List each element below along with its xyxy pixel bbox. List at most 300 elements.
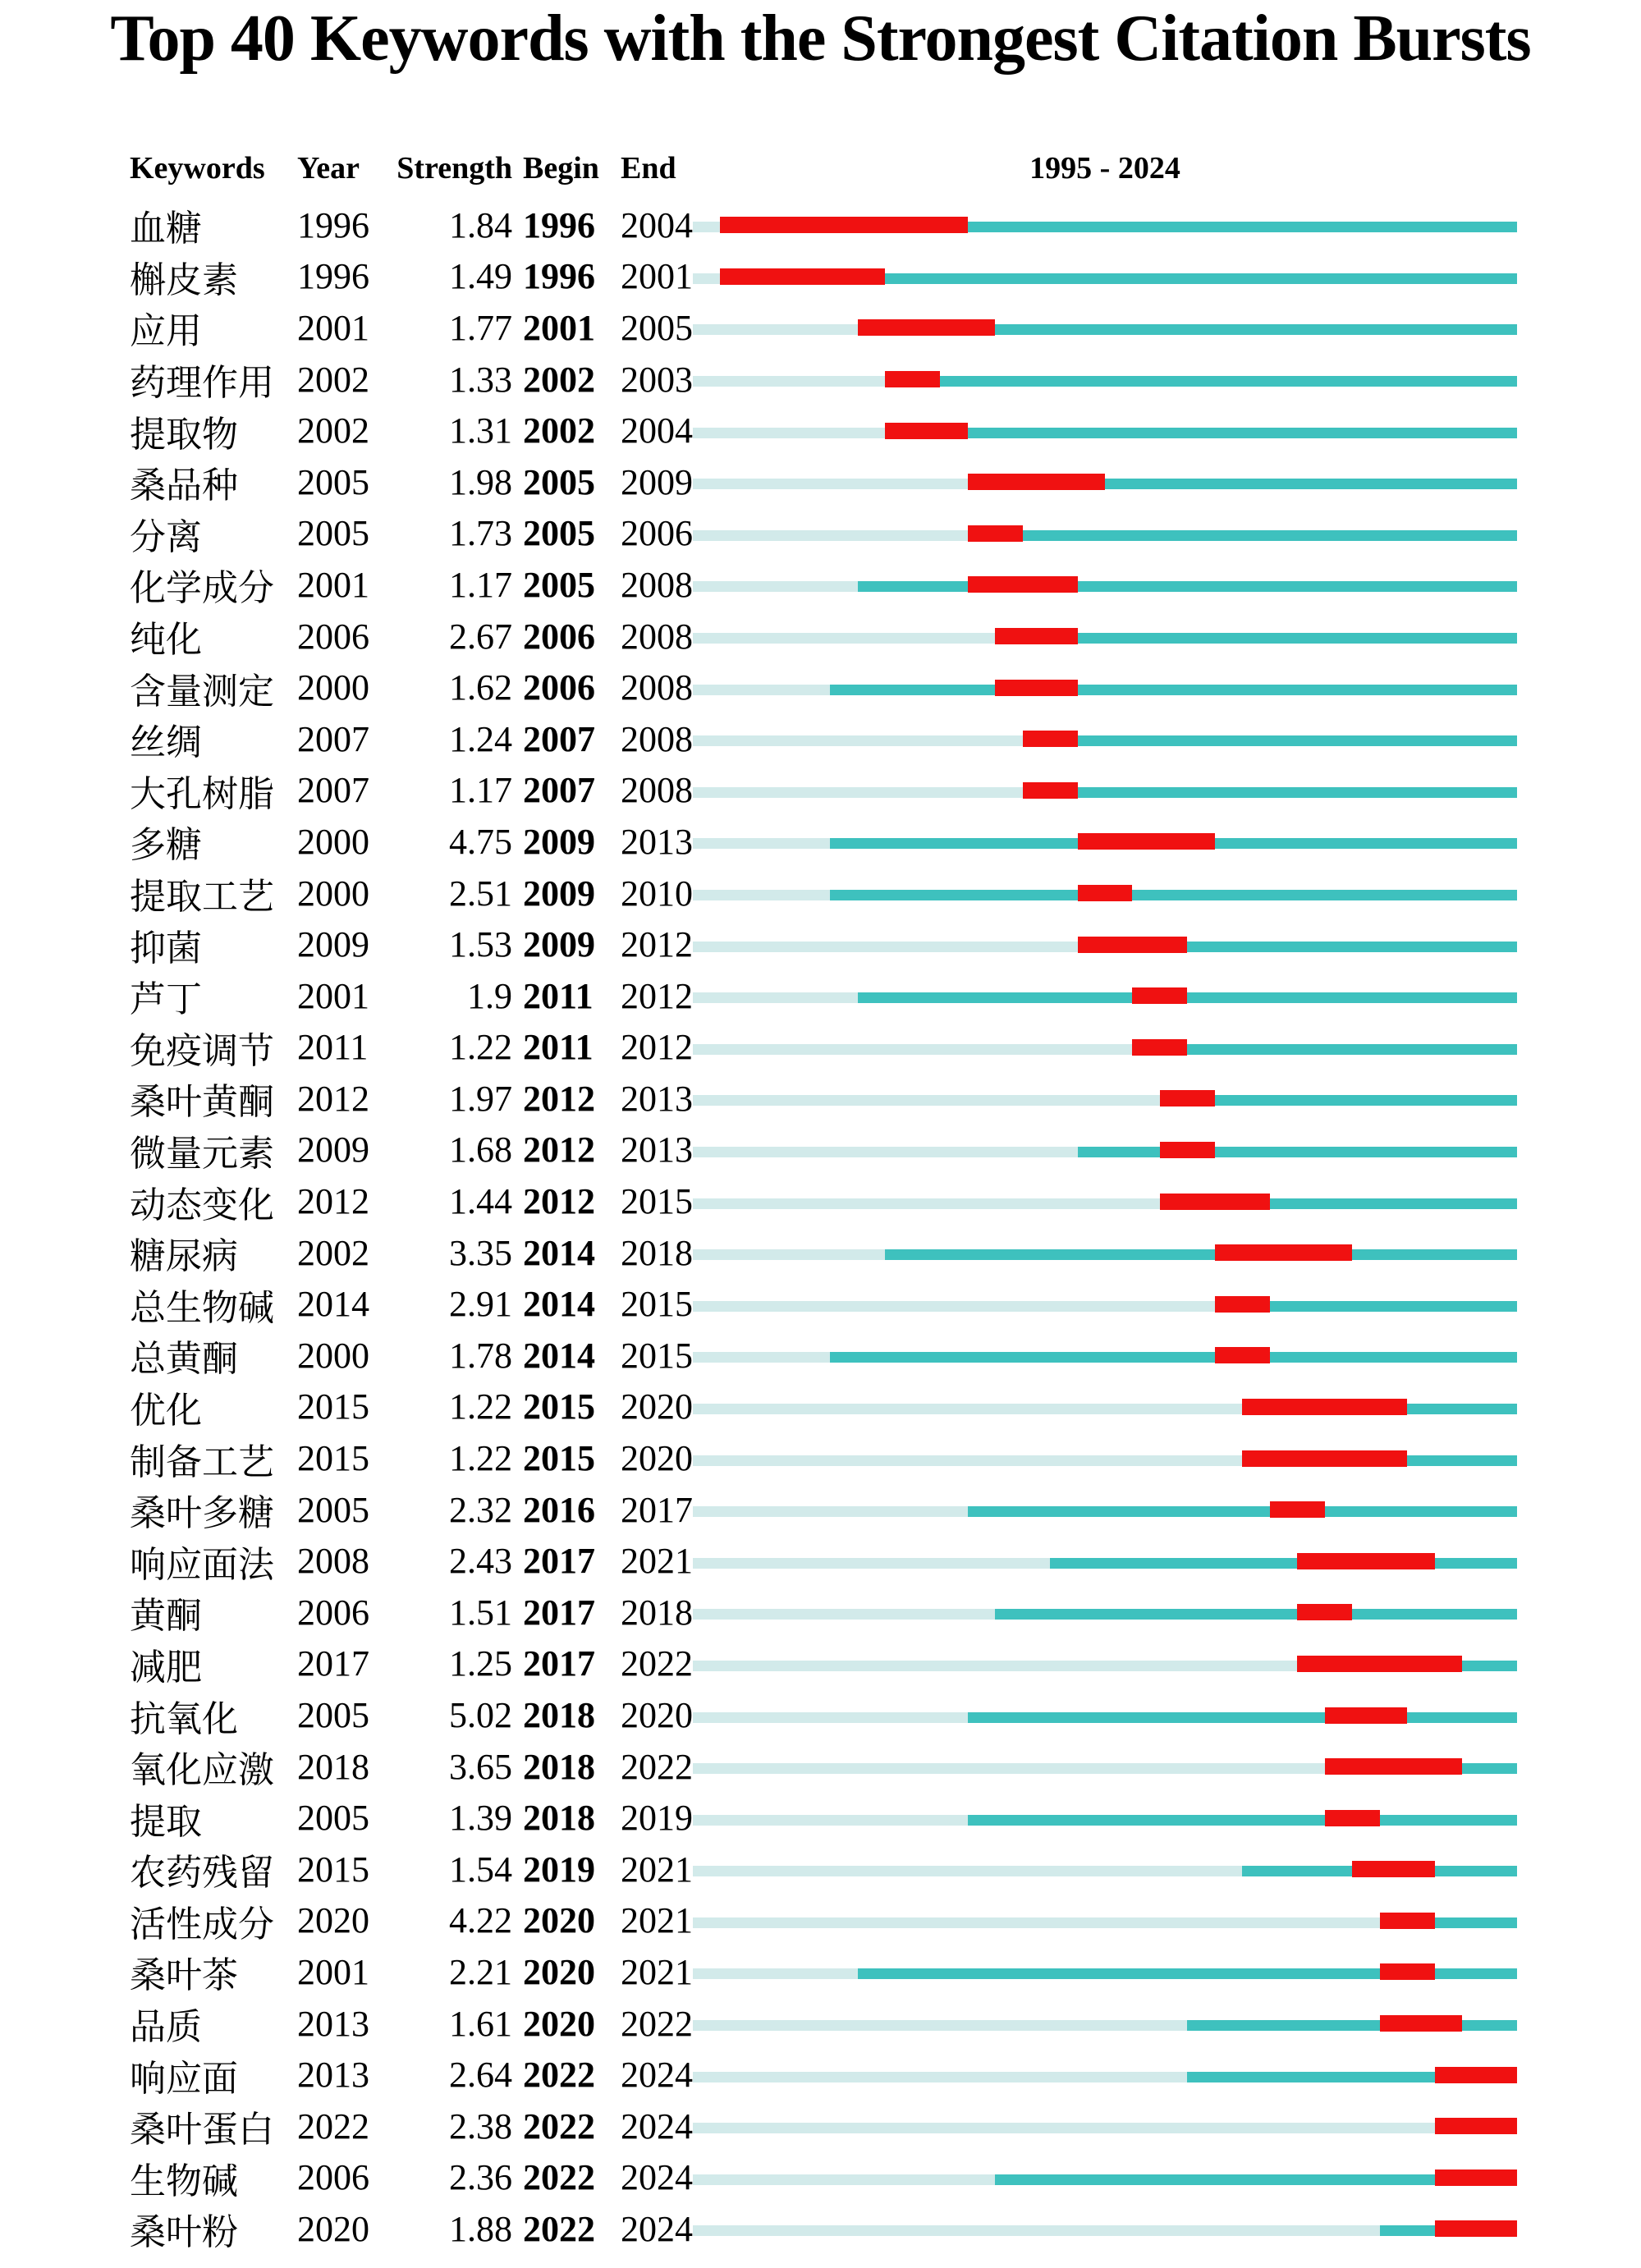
end-value: 2010: [621, 873, 693, 914]
keyword-label: 氧化应激: [130, 1750, 274, 1791]
strength-value: 1.62: [449, 667, 512, 708]
year-value: 2007: [297, 770, 369, 811]
table-row: [0, 508, 1641, 560]
keyword-label: 总黄酮: [130, 1339, 238, 1380]
timeline-burst-segment: [1078, 833, 1215, 850]
begin-value: 2006: [523, 667, 595, 708]
year-value: 2009: [297, 924, 369, 965]
begin-value: 2020: [523, 1900, 595, 1941]
end-value: 2008: [621, 718, 693, 759]
keyword-label: 血糖: [130, 208, 202, 250]
year-value: 2009: [297, 1129, 369, 1171]
strength-value: 1.98: [449, 461, 512, 502]
table-row: [0, 1946, 1641, 1998]
strength-value: 1.22: [449, 1027, 512, 1068]
strength-value: 2.91: [449, 1284, 512, 1325]
table-row: [0, 1998, 1641, 2050]
keyword-label: 化学成分: [130, 568, 274, 609]
keyword-label: 应用: [130, 311, 202, 352]
timeline-burst-segment: [1215, 1296, 1270, 1313]
rows-container: [0, 199, 1641, 2255]
keyword-label: 丝绸: [130, 722, 202, 763]
keyword-label: 提取物: [130, 414, 238, 455]
keyword-label: 品质: [130, 2007, 202, 2048]
timeline-burst-segment: [720, 217, 967, 233]
table-row: [0, 970, 1641, 1022]
strength-value: 1.77: [449, 307, 512, 348]
end-value: 2021: [621, 1541, 693, 1582]
end-value: 2012: [621, 1027, 693, 1068]
timeline-burst-segment: [1023, 782, 1078, 799]
strength-value: 1.53: [449, 924, 512, 965]
timeline-burst-segment: [1132, 1039, 1187, 1056]
timeline-burst-segment: [1242, 1450, 1407, 1467]
keyword-label: 提取工艺: [130, 877, 274, 918]
strength-value: 3.65: [449, 1746, 512, 1787]
table-row: [0, 251, 1641, 303]
begin-value: 2022: [523, 2105, 595, 2147]
strength-value: 1.51: [449, 1592, 512, 1633]
year-value: 2001: [297, 307, 369, 348]
begin-value: 1996: [523, 204, 595, 245]
end-value: 2004: [621, 204, 693, 245]
table-row: [0, 2152, 1641, 2204]
table-row: [0, 2203, 1641, 2255]
strength-value: 1.22: [449, 1386, 512, 1427]
timeline-burst-segment: [995, 628, 1077, 644]
end-value: 2018: [621, 1232, 693, 1273]
begin-value: 2009: [523, 924, 595, 965]
keyword-label: 动态变化: [130, 1184, 274, 1226]
table-row: [0, 2101, 1641, 2152]
begin-value: 2002: [523, 359, 595, 400]
strength-value: 2.64: [449, 2055, 512, 2096]
table-row: [0, 1432, 1641, 1484]
keyword-label: 黄酮: [130, 1596, 202, 1637]
keyword-label: 芦丁: [130, 979, 202, 1020]
end-value: 2013: [621, 821, 693, 862]
timeline-burst-segment: [1078, 937, 1188, 953]
timeline-active-segment: [1050, 1558, 1517, 1569]
year-value: 2006: [297, 1592, 369, 1633]
timeline-burst-segment: [885, 423, 967, 439]
timeline-burst-segment: [1297, 1604, 1352, 1620]
timeline-burst-segment: [1435, 2169, 1517, 2186]
end-value: 2015: [621, 1284, 693, 1325]
begin-value: 2005: [523, 461, 595, 502]
table-row: [0, 1278, 1641, 1330]
year-value: 2022: [297, 2105, 369, 2147]
end-value: 2012: [621, 924, 693, 965]
year-value: 2005: [297, 461, 369, 502]
keyword-label: 总生物碱: [130, 1287, 274, 1328]
year-value: 2000: [297, 667, 369, 708]
table-row: [0, 2049, 1641, 2101]
end-value: 2024: [621, 2157, 693, 2198]
timeline-burst-segment: [1435, 2118, 1517, 2134]
col-header-begin: Begin: [523, 151, 599, 186]
strength-value: 2.51: [449, 873, 512, 914]
timeline-active-segment: [1132, 1044, 1517, 1055]
strength-value: 1.78: [449, 1335, 512, 1376]
timeline-burst-segment: [1325, 1707, 1407, 1724]
table-row: [0, 1587, 1641, 1638]
keyword-label: 桑叶茶: [130, 1955, 238, 1996]
year-value: 2013: [297, 2003, 369, 2044]
timeline-active-segment: [885, 376, 1517, 387]
year-value: 2001: [297, 975, 369, 1016]
keyword-label: 药理作用: [130, 363, 274, 404]
strength-value: 1.9: [467, 975, 512, 1016]
year-value: 2005: [297, 513, 369, 554]
strength-value: 1.84: [449, 204, 512, 245]
begin-value: 2022: [523, 2208, 595, 2249]
col-header-keywords: Keywords: [130, 151, 265, 186]
end-value: 2024: [621, 2105, 693, 2147]
year-value: 2015: [297, 1438, 369, 1479]
timeline-burst-segment: [1325, 1810, 1380, 1826]
timeline-burst-segment: [968, 525, 1023, 542]
table-row: [0, 1227, 1641, 1279]
begin-value: 2009: [523, 821, 595, 862]
year-value: 2006: [297, 616, 369, 657]
timeline-burst-segment: [1270, 1501, 1325, 1518]
begin-value: 2017: [523, 1541, 595, 1582]
timeline-burst-segment: [995, 680, 1077, 696]
begin-value: 2020: [523, 2003, 595, 2044]
table-row: [0, 611, 1641, 662]
begin-value: 2012: [523, 1129, 595, 1171]
keyword-label: 分离: [130, 516, 202, 557]
keyword-label: 抑菌: [130, 928, 202, 969]
end-value: 2021: [621, 1900, 693, 1941]
table-row: [0, 919, 1641, 970]
timeline-burst-segment: [885, 371, 940, 387]
table-row: [0, 1844, 1641, 1895]
keyword-label: 农药残留: [130, 1853, 274, 1894]
end-value: 2008: [621, 667, 693, 708]
timeline-burst-segment: [1352, 1861, 1434, 1877]
year-value: 2018: [297, 1746, 369, 1787]
end-value: 2018: [621, 1592, 693, 1633]
year-value: 2011: [297, 1027, 369, 1068]
strength-value: 1.25: [449, 1643, 512, 1684]
keyword-label: 含量测定: [130, 671, 274, 712]
end-value: 2012: [621, 975, 693, 1016]
strength-value: 1.31: [449, 410, 512, 451]
begin-value: 2005: [523, 564, 595, 605]
end-value: 2020: [621, 1438, 693, 1479]
year-value: 1996: [297, 204, 369, 245]
timeline-burst-segment: [1078, 885, 1133, 901]
strength-value: 1.54: [449, 1849, 512, 1890]
strength-value: 1.24: [449, 718, 512, 759]
timeline-burst-segment: [968, 576, 1078, 593]
strength-value: 1.97: [449, 1078, 512, 1119]
begin-value: 2014: [523, 1335, 595, 1376]
strength-value: 2.36: [449, 2157, 512, 2198]
table-row: [0, 713, 1641, 765]
timeline-active-segment: [1023, 787, 1517, 798]
year-value: 2020: [297, 1900, 369, 1941]
begin-value: 2007: [523, 770, 595, 811]
timeline-burst-segment: [1380, 1963, 1435, 1980]
keyword-label: 响应面: [130, 2058, 238, 2099]
begin-value: 2018: [523, 1695, 595, 1736]
year-value: 2017: [297, 1643, 369, 1684]
table-row: [0, 816, 1641, 868]
keyword-label: 免疫调节: [130, 1030, 274, 1071]
keyword-label: 糖尿病: [130, 1236, 238, 1277]
table-row: [0, 1689, 1641, 1741]
strength-value: 2.32: [449, 1489, 512, 1530]
timeline-active-segment: [830, 685, 1517, 695]
end-value: 2022: [621, 1746, 693, 1787]
begin-value: 2009: [523, 873, 595, 914]
year-value: 1996: [297, 256, 369, 297]
end-value: 2013: [621, 1129, 693, 1171]
strength-value: 1.17: [449, 770, 512, 811]
timeline-range-header: 1995 - 2024: [1029, 151, 1180, 186]
begin-value: 2012: [523, 1181, 595, 1222]
begin-value: 2018: [523, 1798, 595, 1839]
end-value: 2008: [621, 770, 693, 811]
timeline-burst-segment: [1215, 1347, 1270, 1363]
begin-value: 2017: [523, 1643, 595, 1684]
strength-value: 1.61: [449, 2003, 512, 2044]
end-value: 2021: [621, 1849, 693, 1890]
strength-value: 2.67: [449, 616, 512, 657]
timeline-burst-segment: [1380, 1913, 1435, 1929]
keyword-label: 桑叶粉: [130, 2212, 238, 2253]
strength-value: 1.49: [449, 256, 512, 297]
table-row: [0, 1895, 1641, 1947]
end-value: 2022: [621, 1643, 693, 1684]
year-value: 2002: [297, 410, 369, 451]
strength-value: 1.33: [449, 359, 512, 400]
end-value: 2003: [621, 359, 693, 400]
year-value: 2000: [297, 821, 369, 862]
end-value: 2006: [621, 513, 693, 554]
end-value: 2005: [621, 307, 693, 348]
year-value: 2014: [297, 1284, 369, 1325]
begin-value: 1996: [523, 256, 595, 297]
strength-value: 2.38: [449, 2105, 512, 2147]
table-row: [0, 765, 1641, 817]
timeline-burst-segment: [1325, 1758, 1462, 1775]
strength-value: 1.22: [449, 1438, 512, 1479]
timeline-active-segment: [885, 1249, 1517, 1260]
timeline-active-segment: [830, 890, 1517, 900]
year-value: 2006: [297, 2157, 369, 2198]
year-value: 2015: [297, 1386, 369, 1427]
strength-value: 1.88: [449, 2208, 512, 2249]
year-value: 2005: [297, 1695, 369, 1736]
end-value: 2021: [621, 1951, 693, 1992]
strength-value: 4.75: [449, 821, 512, 862]
strength-value: 1.17: [449, 564, 512, 605]
year-value: 2002: [297, 359, 369, 400]
timeline-active-segment: [968, 530, 1517, 541]
timeline-active-segment: [830, 1352, 1517, 1363]
table-row: [0, 1125, 1641, 1176]
end-value: 2008: [621, 616, 693, 657]
timeline-burst-segment: [1160, 1194, 1270, 1210]
keyword-label: 桑叶黄酮: [130, 1082, 274, 1123]
strength-value: 2.21: [449, 1951, 512, 1992]
begin-value: 2007: [523, 718, 595, 759]
end-value: 2020: [621, 1386, 693, 1427]
table-row: [0, 1484, 1641, 1536]
timeline-active-segment: [1078, 1147, 1517, 1157]
end-value: 2024: [621, 2055, 693, 2096]
begin-value: 2014: [523, 1284, 595, 1325]
year-value: 2001: [297, 564, 369, 605]
begin-value: 2020: [523, 1951, 595, 1992]
strength-value: 1.68: [449, 1129, 512, 1171]
timeline-active-segment: [968, 1712, 1517, 1723]
strength-value: 2.43: [449, 1541, 512, 1582]
end-value: 2022: [621, 2003, 693, 2044]
timeline-active-segment: [968, 1506, 1517, 1517]
end-value: 2001: [621, 256, 693, 297]
strength-value: 3.35: [449, 1232, 512, 1273]
end-value: 2015: [621, 1181, 693, 1222]
timeline-burst-segment: [968, 474, 1105, 490]
strength-value: 1.44: [449, 1181, 512, 1222]
keyword-label: 桑品种: [130, 465, 238, 506]
begin-value: 2016: [523, 1489, 595, 1530]
timeline-burst-segment: [1435, 2067, 1517, 2083]
year-value: 2002: [297, 1232, 369, 1273]
year-value: 2012: [297, 1078, 369, 1119]
end-value: 2004: [621, 410, 693, 451]
keyword-label: 提取: [130, 1801, 202, 1842]
begin-value: 2012: [523, 1078, 595, 1119]
year-value: 2007: [297, 718, 369, 759]
table-row: [0, 1330, 1641, 1381]
begin-value: 2006: [523, 616, 595, 657]
table-row: [0, 1535, 1641, 1587]
begin-value: 2019: [523, 1849, 595, 1890]
table-row: [0, 1792, 1641, 1844]
timeline-burst-segment: [1297, 1656, 1462, 1672]
timeline-burst-segment: [720, 268, 885, 285]
begin-value: 2022: [523, 2157, 595, 2198]
timeline-burst-segment: [858, 319, 995, 336]
year-value: 2000: [297, 1335, 369, 1376]
keyword-label: 大孔树脂: [130, 773, 274, 814]
timeline-burst-segment: [1215, 1244, 1352, 1261]
column-headers: [0, 141, 1641, 195]
keyword-label: 生物碱: [130, 2160, 238, 2202]
table-row: [0, 1638, 1641, 1690]
keyword-label: 减肥: [130, 1647, 202, 1688]
table-row: [0, 1381, 1641, 1433]
begin-value: 2015: [523, 1386, 595, 1427]
year-value: 2012: [297, 1181, 369, 1222]
timeline-active-segment: [858, 581, 1517, 592]
timeline-active-segment: [858, 992, 1517, 1003]
keyword-label: 桑叶多糖: [130, 1493, 274, 1534]
table-row: [0, 662, 1641, 713]
begin-value: 2011: [523, 975, 594, 1016]
year-value: 2005: [297, 1798, 369, 1839]
keyword-label: 桑叶蛋白: [130, 2110, 274, 2151]
table-row: [0, 1175, 1641, 1227]
timeline-burst-segment: [1380, 2015, 1462, 2032]
begin-value: 2014: [523, 1232, 595, 1273]
keyword-label: 槲皮素: [130, 259, 238, 300]
end-value: 2024: [621, 2208, 693, 2249]
end-value: 2017: [621, 1489, 693, 1530]
timeline-active-segment: [1023, 735, 1517, 746]
year-value: 2001: [297, 1951, 369, 1992]
keyword-label: 微量元素: [130, 1133, 274, 1174]
timeline-burst-segment: [1297, 1553, 1434, 1569]
begin-value: 2005: [523, 513, 595, 554]
table-row: [0, 1741, 1641, 1793]
year-value: 2000: [297, 873, 369, 914]
timeline-active-segment: [995, 1609, 1517, 1620]
end-value: 2015: [621, 1335, 693, 1376]
table-row: [0, 868, 1641, 919]
end-value: 2013: [621, 1078, 693, 1119]
timeline-active-segment: [1187, 2020, 1517, 2031]
begin-value: 2002: [523, 410, 595, 451]
keyword-label: 纯化: [130, 620, 202, 661]
col-header-year: Year: [297, 151, 360, 186]
begin-value: 2022: [523, 2055, 595, 2096]
year-value: 2020: [297, 2208, 369, 2249]
timeline-burst-segment: [1435, 2220, 1517, 2237]
end-value: 2020: [621, 1695, 693, 1736]
timeline-burst-segment: [1160, 1090, 1215, 1107]
timeline-burst-segment: [1160, 1142, 1215, 1158]
table-row: [0, 302, 1641, 354]
table-row: [0, 1073, 1641, 1125]
end-value: 2008: [621, 564, 693, 605]
col-header-strength: Strength: [396, 151, 512, 186]
col-header-end: End: [621, 151, 676, 186]
year-value: 2005: [297, 1489, 369, 1530]
year-value: 2013: [297, 2055, 369, 2096]
keyword-label: 制备工艺: [130, 1441, 274, 1482]
table-row: [0, 199, 1641, 251]
timeline-burst-segment: [1132, 987, 1187, 1004]
table-row: [0, 354, 1641, 405]
keyword-label: 多糖: [130, 825, 202, 866]
timeline-burst-segment: [1242, 1399, 1407, 1415]
keyword-label: 优化: [130, 1390, 202, 1431]
begin-value: 2011: [523, 1027, 594, 1068]
year-value: 2015: [297, 1849, 369, 1890]
end-value: 2019: [621, 1798, 693, 1839]
begin-value: 2001: [523, 307, 595, 348]
timeline-active-segment: [968, 1815, 1517, 1826]
strength-value: 1.39: [449, 1798, 512, 1839]
begin-value: 2018: [523, 1746, 595, 1787]
timeline-burst-segment: [1023, 731, 1078, 747]
begin-value: 2015: [523, 1438, 595, 1479]
strength-value: 4.22: [449, 1900, 512, 1941]
end-value: 2009: [621, 461, 693, 502]
keyword-label: 活性成分: [130, 1904, 274, 1945]
table-row: [0, 1022, 1641, 1074]
table-row: [0, 559, 1641, 611]
timeline-active-segment: [885, 428, 1517, 438]
chart-title: Top 40 Keywords with the Strongest Citation Bursts: [110, 2, 1531, 75]
